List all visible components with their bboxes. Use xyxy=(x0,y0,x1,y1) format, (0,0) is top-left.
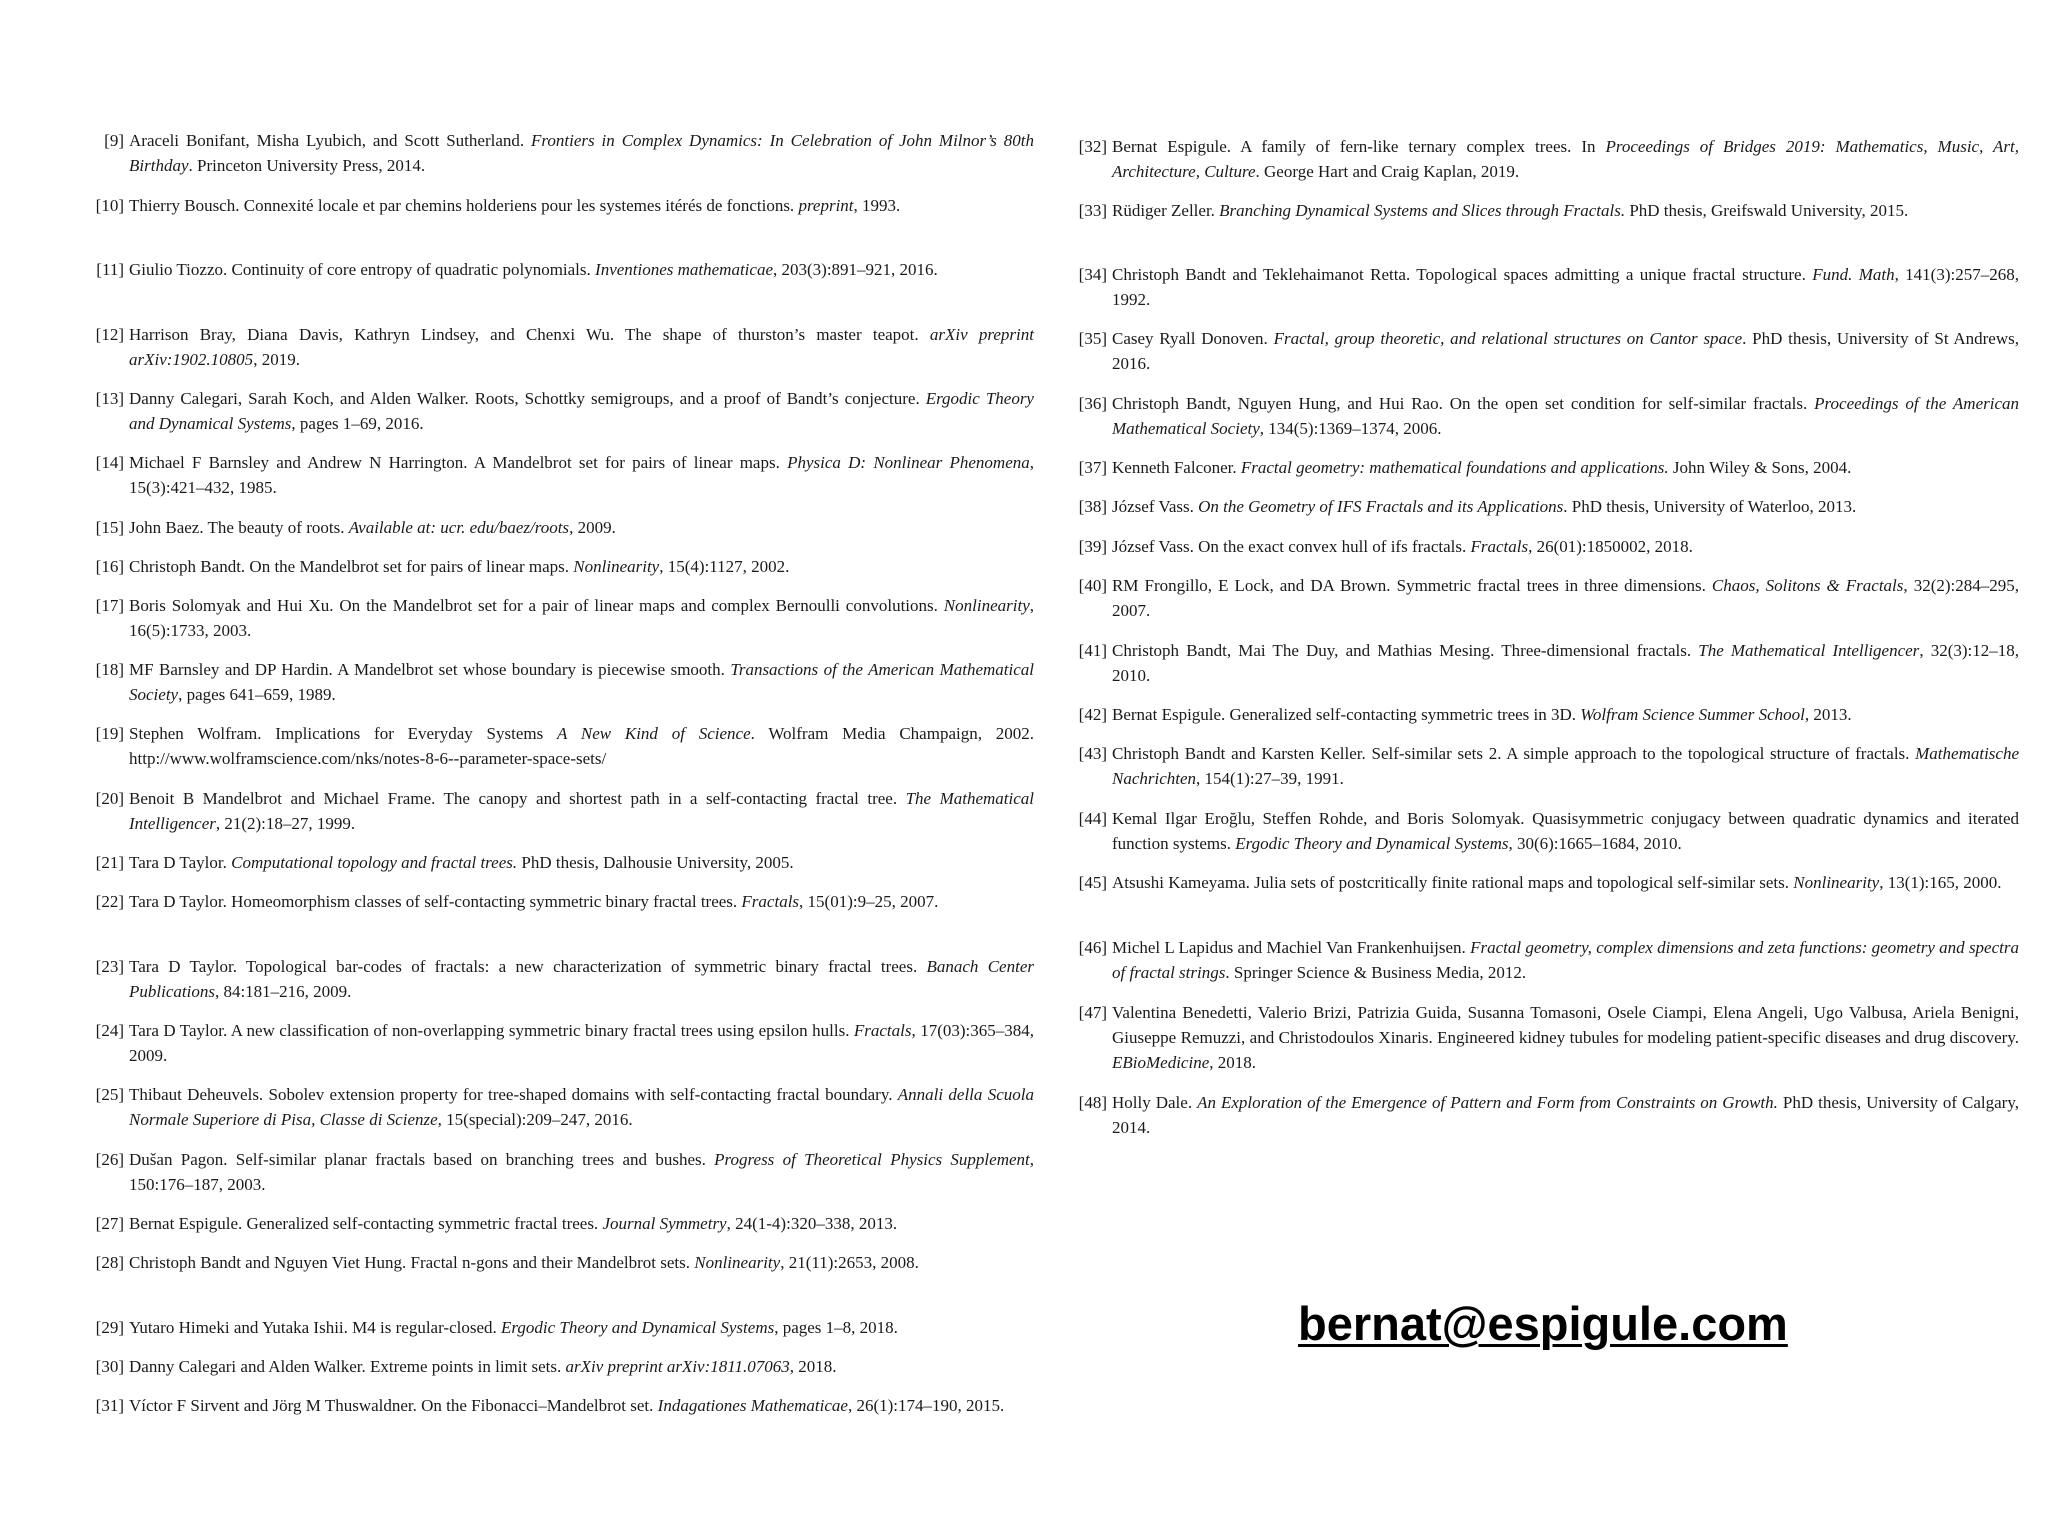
reference-source-title: Branching Dynamical Systems and Slices through Fractals. xyxy=(1219,201,1626,220)
reference-text-segment: Víctor F Sirvent and Jörg M Thuswaldner. On the Fibonacci–Mandelbrot set. xyxy=(129,1396,658,1415)
reference-text-segment: Holly Dale. xyxy=(1112,1093,1198,1112)
reference-text xyxy=(129,850,1034,875)
reference-entry xyxy=(86,1250,1034,1275)
reference-text xyxy=(1112,870,2019,895)
reference-text-segment: , 2018. xyxy=(789,1357,837,1376)
reference-source-title: Ergodic Theory and Dynamical Systems xyxy=(129,389,1034,433)
reference-entry xyxy=(86,1393,1034,1418)
reference-entry xyxy=(86,450,1034,500)
reference-entry xyxy=(86,889,1034,914)
reference-text-segment: , 30(6):1665–1684, 2010. xyxy=(1508,834,1682,853)
reference-text xyxy=(129,515,1034,540)
reference-entry xyxy=(86,1018,1034,1068)
reference-entry xyxy=(1069,870,2019,895)
reference-text-segment: Michel L Lapidus and Machiel Van Frankenhuijsen. xyxy=(1112,938,1471,957)
reference-text xyxy=(129,128,1034,178)
reference-number: [37] xyxy=(1078,458,1107,477)
reference-text xyxy=(1112,198,2019,223)
reference-text xyxy=(129,1315,1034,1340)
reference-text-segment: Boris Solomyak and Hui Xu. On the Mandelbrot set for a pair of linear maps and complex Bernoulli convolutions. xyxy=(129,596,944,615)
reference-entry xyxy=(86,554,1034,579)
reference-number: [36] xyxy=(1078,394,1107,413)
reference-text-segment: , 26(1):174–190, 2015. xyxy=(847,1396,1005,1415)
reference-source-title: Proceedings of the American Mathematical Society xyxy=(1112,394,2019,438)
reference-entry xyxy=(1069,198,2019,223)
reference-text xyxy=(129,386,1034,436)
reference-text xyxy=(129,554,1034,579)
contact-email-link[interactable]: bernat@espigule.com xyxy=(1298,1297,1788,1350)
reference-text xyxy=(129,954,1034,1004)
reference-text-segment: Rüdiger Zeller. xyxy=(1112,201,1220,220)
reference-source-title: Ergodic Theory and Dynamical Systems xyxy=(1235,834,1509,853)
reference-text-segment: Christoph Bandt and Nguyen Viet Hung. Fractal n-gons and their Mandelbrot sets. xyxy=(129,1253,695,1272)
reference-text-segment: . Springer Science & Business Media, 2012. xyxy=(1225,963,1527,982)
reference-text xyxy=(129,1018,1034,1068)
reference-number: [39] xyxy=(1078,537,1107,556)
reference-number: [20] xyxy=(95,789,124,808)
reference-number: [12] xyxy=(95,325,124,344)
reference-text xyxy=(1112,1090,2019,1140)
reference-text-segment: Benoit B Mandelbrot and Michael Frame. The canopy and shortest path in a self-contacting fractal tree. xyxy=(129,789,906,808)
reference-text-segment: , 2019. xyxy=(253,350,300,369)
reference-text-segment: Atsushi Kameyama. Julia sets of postcritically finite rational maps and topological self-similar sets. xyxy=(1112,873,1794,892)
reference-source-title: Chaos, Solitons & Fractals xyxy=(1711,576,1904,595)
reference-text xyxy=(129,593,1034,643)
reference-entry xyxy=(86,1082,1034,1132)
reference-text-segment: , 15(special):209–247, 2016. xyxy=(437,1110,633,1129)
reference-text-segment: , 32(2):284–295, 2007. xyxy=(1112,576,2020,620)
reference-text xyxy=(1112,638,2019,688)
reference-source-title: Fractals xyxy=(1470,537,1529,556)
reference-text-segment: . Wolfram Media Champaign, 2002. http://www.wolframscience.com/nks/notes-8-6--parameter-space-sets/ xyxy=(129,724,1034,768)
reference-text-segment: , 203(3):891–921, 2016. xyxy=(773,260,938,279)
reference-entry xyxy=(86,850,1034,875)
reference-entry xyxy=(86,721,1034,771)
reference-text-segment: Thibaut Deheuvels. Sobolev extension property for tree-shaped domains with self-contacting fractal boundary. xyxy=(129,1085,898,1104)
reference-entry xyxy=(1069,1000,2019,1075)
reference-text-segment: , 15(4):1127, 2002. xyxy=(659,557,790,576)
reference-source-title: Ergodic Theory and Dynamical Systems xyxy=(501,1318,775,1337)
reference-text-segment: PhD thesis, Dalhousie University, 2005. xyxy=(517,853,794,872)
reference-text xyxy=(1112,573,2019,623)
reference-text xyxy=(129,1250,1034,1275)
reference-source-title: Frontiers in Complex Dynamics: In Celebration of John Milnor’s 80th Birthday xyxy=(129,131,1034,175)
reference-number: [15] xyxy=(95,518,124,537)
reference-text-segment: Stephen Wolfram. Implications for Everyday Systems xyxy=(129,724,558,743)
reference-entry xyxy=(1069,935,2019,985)
reference-number: [28] xyxy=(95,1253,124,1272)
reference-source-title: Available at: ucr. edu/baez/roots xyxy=(348,518,570,537)
reference-source-title: Fund. Math xyxy=(1812,265,1895,284)
reference-text-segment: , 2009. xyxy=(569,518,616,537)
reference-number: [22] xyxy=(95,892,124,911)
reference-text xyxy=(1112,534,2019,559)
reference-number: [30] xyxy=(95,1357,124,1376)
reference-source-title: Mathematische Nachrichten xyxy=(1112,744,2019,788)
reference-text-segment: , 15(3):421–432, 1985. xyxy=(129,453,1035,497)
reference-text-segment: PhD thesis, University of Calgary, 2014. xyxy=(1112,1093,2019,1137)
reference-source-title: EBioMedicine xyxy=(1112,1053,1210,1072)
reference-entry xyxy=(86,128,1034,178)
reference-entry xyxy=(1069,702,2019,727)
reference-number: [23] xyxy=(95,957,124,976)
reference-source-title: Transactions of the American Mathematical Society xyxy=(129,660,1034,704)
reference-text xyxy=(1112,134,2019,184)
reference-source-title: Annali della Scuola Normale Superiore di Pisa, Classe di Scienze xyxy=(129,1085,1034,1129)
reference-number: [13] xyxy=(95,389,124,408)
reference-number: [25] xyxy=(95,1085,124,1104)
reference-source-title: Physica D: Nonlinear Phenomena xyxy=(787,453,1030,472)
reference-entry xyxy=(86,1354,1034,1379)
reference-source-title: Banach Center Publications xyxy=(129,957,1034,1001)
reference-text-segment: Danny Calegari, Sarah Koch, and Alden Walker. Roots, Schottky semigroups, and a proof of Bandt’s conjecture. xyxy=(129,389,926,408)
reference-source-title: arXiv preprint arXiv:1902.10805 xyxy=(129,325,1034,369)
reference-number: [47] xyxy=(1078,1003,1107,1022)
reference-text-segment: MF Barnsley and DP Hardin. A Mandelbrot set whose boundary is piecewise smooth. xyxy=(129,660,731,679)
reference-entry xyxy=(1069,494,2019,519)
reference-entry xyxy=(86,1211,1034,1236)
reference-source-title: The Mathematical Intelligencer xyxy=(1698,641,1920,660)
reference-number: [14] xyxy=(95,453,124,472)
reference-text xyxy=(129,1211,1034,1236)
reference-text xyxy=(129,889,1034,914)
reference-entry xyxy=(1069,741,2019,791)
reference-entry xyxy=(86,593,1034,643)
reference-number: [19] xyxy=(95,724,124,743)
reference-source-title: Nonlinearity xyxy=(1793,873,1880,892)
reference-text-segment: Harrison Bray, Diana Davis, Kathryn Lindsey, and Chenxi Wu. The shape of thurston’s master teapot. xyxy=(129,325,930,344)
reference-text-segment: John Baez. The beauty of roots. xyxy=(129,518,349,537)
reference-number: [43] xyxy=(1078,744,1107,763)
reference-text-segment: Christoph Bandt, Mai The Duy, and Mathias Mesing. Three-dimensional fractals. xyxy=(1112,641,1699,660)
reference-text-segment: Bernat Espigule. Generalized self-contacting symmetric trees in 3D. xyxy=(1112,705,1581,724)
reference-source-title: Fractals xyxy=(853,1021,912,1040)
reference-entry xyxy=(1069,806,2019,856)
reference-text xyxy=(129,1354,1034,1379)
reference-source-title: Wolfram Science Summer School xyxy=(1580,705,1805,724)
reference-entry xyxy=(1069,638,2019,688)
reference-source-title: Inventiones mathematicae xyxy=(595,260,773,279)
reference-text-segment: Thierry Bousch. Connexité locale et par chemins holderiens pour les systemes itérés de fonctions. xyxy=(129,196,799,215)
reference-number: [31] xyxy=(95,1396,124,1415)
reference-number: [26] xyxy=(95,1150,124,1169)
reference-entry xyxy=(1069,534,2019,559)
reference-text-segment: , 16(5):1733, 2003. xyxy=(129,596,1034,640)
reference-entry xyxy=(86,657,1034,707)
reference-text xyxy=(1112,806,2019,856)
reference-source-title: Journal Symmetry xyxy=(602,1214,727,1233)
reference-source-title: arXiv preprint arXiv:1811.07063 xyxy=(565,1357,790,1376)
reference-text-segment: Christoph Bandt, Nguyen Hung, and Hui Rao. On the open set condition for self-similar fractals. xyxy=(1112,394,1815,413)
reference-text-segment: Tara D Taylor. Topological bar-codes of fractals: a new characterization of symmetric binary fractal trees. xyxy=(129,957,927,976)
reference-number: [18] xyxy=(95,660,124,679)
reference-source-title: Nonlinearity xyxy=(943,596,1030,615)
reference-number: [46] xyxy=(1078,938,1107,957)
reference-text-segment: Valentina Benedetti, Valerio Brizi, Patrizia Guida, Susanna Tomasoni, Osele Ciampi, Elena Angeli, Ugo Valbusa, Ariela Benigni, Giuseppe Remuzzi, and Christodoulos Xinaris. Engineered kidney tubules for modeling patient-specific diseases and drug discovery. xyxy=(1112,1003,2019,1047)
reference-source-title: Progress of Theoretical Physics Supplement xyxy=(714,1150,1030,1169)
reference-text xyxy=(1112,935,2019,985)
reference-text xyxy=(1112,494,2019,519)
reference-text-segment: Christoph Bandt. On the Mandelbrot set for pairs of linear maps. xyxy=(129,557,574,576)
reference-source-title: Nonlinearity xyxy=(573,557,660,576)
reference-text xyxy=(129,450,1034,500)
reference-number: [38] xyxy=(1078,497,1107,516)
reference-source-title: On the Geometry of IFS Fractals and its Applications xyxy=(1198,497,1564,516)
reference-text-segment: , 13(1):165, 2000. xyxy=(1879,873,2002,892)
reference-number: [42] xyxy=(1078,705,1107,724)
reference-entry xyxy=(1069,326,2019,376)
reference-entry xyxy=(86,257,1034,282)
reference-text-segment: Kemal Ilgar Eroğlu, Steffen Rohde, and Boris Solomyak. Quasisymmetric conjugacy between quadratic dynamics and iterated function systems. xyxy=(1112,809,2019,853)
reference-text-segment: , 154(1):27–39, 1991. xyxy=(1196,769,1344,788)
reference-entry xyxy=(1069,573,2019,623)
reference-text-segment: Yutaro Himeki and Yutaka Ishii. M4 is regular-closed. xyxy=(129,1318,501,1337)
reference-text-segment: , 1993. xyxy=(853,196,901,215)
reference-text-segment: Dušan Pagon. Self-similar planar fractals based on branching trees and bushes. xyxy=(129,1150,715,1169)
reference-text-segment: Michael F Barnsley and Andrew N Harrington. A Mandelbrot set for pairs of linear maps. xyxy=(129,453,788,472)
reference-source-title: Indagationes Mathematicae xyxy=(657,1396,848,1415)
reference-text-segment: , 141(3):257–268, 1992. xyxy=(1112,265,2019,309)
reference-text xyxy=(129,1393,1034,1418)
reference-text xyxy=(1112,326,2019,376)
reference-text-segment: Tara D Taylor. A new classification of non-overlapping symmetric binary fractal trees using epsilon hulls. xyxy=(129,1021,854,1040)
reference-text-segment: John Wiley & Sons, 2004. xyxy=(1668,458,1852,477)
reference-entry xyxy=(86,954,1034,1004)
reference-source-title: preprint xyxy=(798,196,854,215)
reference-text xyxy=(129,786,1034,836)
reference-entry xyxy=(86,322,1034,372)
reference-text-segment: Danny Calegari and Alden Walker. Extreme points in limit sets. xyxy=(129,1357,566,1376)
reference-entry xyxy=(1069,1090,2019,1140)
reference-text-segment: , 26(01):1850002, 2018. xyxy=(1528,537,1693,556)
reference-text xyxy=(1112,702,2019,727)
reference-source-title: Fractals xyxy=(741,892,800,911)
reference-number: [32] xyxy=(1078,137,1107,156)
reference-text-segment: Christoph Bandt and Teklehaimanot Retta. Topological spaces admitting a unique fractal structure. xyxy=(1112,265,1813,284)
reference-number: [33] xyxy=(1078,201,1107,220)
reference-number: [35] xyxy=(1078,329,1107,348)
reference-text xyxy=(129,257,1034,282)
reference-text-segment: Araceli Bonifant, Misha Lyubich, and Scott Sutherland. xyxy=(129,131,532,150)
reference-source-title: An Exploration of the Emergence of Pattern and Form from Constraints on Growth. xyxy=(1197,1093,1778,1112)
reference-source-title: Fractal geometry, complex dimensions and zeta functions: geometry and spectra of fractal strings xyxy=(1112,938,2019,982)
reference-number: [16] xyxy=(95,557,124,576)
reference-text-segment: . PhD thesis, University of Waterloo, 2013. xyxy=(1563,497,1857,516)
reference-text xyxy=(129,193,1034,218)
reference-text-segment: Giulio Tiozzo. Continuity of core entropy of quadratic polynomials. xyxy=(129,260,596,279)
reference-number: [10] xyxy=(95,196,124,215)
reference-number: [21] xyxy=(95,853,124,872)
reference-text xyxy=(129,721,1034,771)
reference-text-segment: . PhD thesis, University of St Andrews, 2016. xyxy=(1112,329,2019,373)
reference-text xyxy=(129,1082,1034,1132)
reference-entry xyxy=(1069,455,2019,480)
reference-text-segment: , 15(01):9–25, 2007. xyxy=(799,892,939,911)
reference-text-segment: , 2018. xyxy=(1209,1053,1256,1072)
reference-number: [9] xyxy=(104,131,124,150)
reference-text-segment: Casey Ryall Donoven. xyxy=(1112,329,1274,348)
reference-text xyxy=(1112,1000,2019,1075)
reference-source-title: Computational topology and fractal trees. xyxy=(231,853,518,872)
reference-text-segment: RM Frongillo, E Lock, and DA Brown. Symmetric fractal trees in three dimensions. xyxy=(1112,576,1712,595)
reference-text-segment: . Princeton University Press, 2014. xyxy=(188,156,426,175)
reference-entry xyxy=(86,386,1034,436)
reference-text-segment: , 134(5):1369–1374, 2006. xyxy=(1259,419,1442,438)
reference-text-segment: , 2013. xyxy=(1804,705,1852,724)
reference-text-segment: , 24(1-4):320–338, 2013. xyxy=(726,1214,898,1233)
reference-entry xyxy=(86,193,1034,218)
reference-text-segment: Bernat Espigule. Generalized self-contacting symmetric fractal trees. xyxy=(129,1214,603,1233)
reference-text-segment: József Vass. On the exact convex hull of ifs fractals. xyxy=(1112,537,1471,556)
reference-number: [11] xyxy=(96,260,124,279)
reference-text xyxy=(129,657,1034,707)
reference-text-segment: . George Hart and Craig Kaplan, 2019. xyxy=(1255,162,1520,181)
reference-number: [34] xyxy=(1078,265,1107,284)
reference-entry xyxy=(1069,262,2019,312)
reference-text xyxy=(1112,455,2019,480)
reference-text xyxy=(1112,391,2019,441)
reference-entry xyxy=(86,1315,1034,1340)
reference-text-segment: , pages 641–659, 1989. xyxy=(178,685,336,704)
reference-text-segment: PhD thesis, Greifswald University, 2015. xyxy=(1625,201,1909,220)
reference-entry xyxy=(86,1147,1034,1197)
reference-number: [41] xyxy=(1078,641,1107,660)
reference-text-segment: , 21(2):18–27, 1999. xyxy=(215,814,356,833)
reference-text-segment: József Vass. xyxy=(1112,497,1199,516)
reference-number: [44] xyxy=(1078,809,1107,828)
reference-text xyxy=(1112,262,2019,312)
reference-number: [24] xyxy=(95,1021,124,1040)
reference-text xyxy=(1112,741,2019,791)
reference-number: [17] xyxy=(95,596,124,615)
reference-text-segment: , pages 1–8, 2018. xyxy=(774,1318,898,1337)
reference-number: [27] xyxy=(95,1214,124,1233)
reference-text-segment: , 32(3):12–18, 2010. xyxy=(1112,641,2020,685)
reference-text-segment: , pages 1–69, 2016. xyxy=(291,414,424,433)
reference-entry xyxy=(86,786,1034,836)
reference-text xyxy=(129,322,1034,372)
reference-text-segment: , 150:176–187, 2003. xyxy=(129,1150,1034,1194)
reference-source-title: Nonlinearity xyxy=(694,1253,781,1272)
reference-text-segment: Bernat Espigule. A family of fern-like ternary complex trees. In xyxy=(1112,137,1606,156)
reference-source-title: A New Kind of Science xyxy=(557,724,751,743)
reference-entry xyxy=(1069,391,2019,441)
reference-number: [29] xyxy=(95,1318,124,1337)
reference-text-segment: , 21(11):2653, 2008. xyxy=(780,1253,919,1272)
reference-text-segment: Kenneth Falconer. xyxy=(1112,458,1241,477)
reference-text-segment: , 84:181–216, 2009. xyxy=(214,982,352,1001)
reference-text xyxy=(129,1147,1034,1197)
reference-entry xyxy=(86,515,1034,540)
reference-number: [45] xyxy=(1078,873,1107,892)
reference-number: [40] xyxy=(1078,576,1107,595)
reference-source-title: Fractal, group theoretic, and relational structures on Cantor space xyxy=(1273,329,1743,348)
reference-entry xyxy=(1069,134,2019,184)
reference-text-segment: Tara D Taylor. xyxy=(129,853,232,872)
reference-source-title: The Mathematical Intelligencer xyxy=(129,789,1035,833)
reference-number: [48] xyxy=(1078,1093,1107,1112)
reference-source-title: Proceedings of Bridges 2019: Mathematics, Music, Art, Architecture, Culture xyxy=(1112,137,2019,181)
reference-text-segment: Tara D Taylor. Homeomorphism classes of self-contacting symmetric binary fractal trees. xyxy=(129,892,742,911)
reference-text-segment: Christoph Bandt and Karsten Keller. Self-similar sets 2. A simple approach to the topological structure of fractals. xyxy=(1112,744,1916,763)
reference-text-segment: , 17(03):365–384, 2009. xyxy=(129,1021,1034,1065)
reference-source-title: Fractal geometry: mathematical foundations and applications. xyxy=(1240,458,1669,477)
